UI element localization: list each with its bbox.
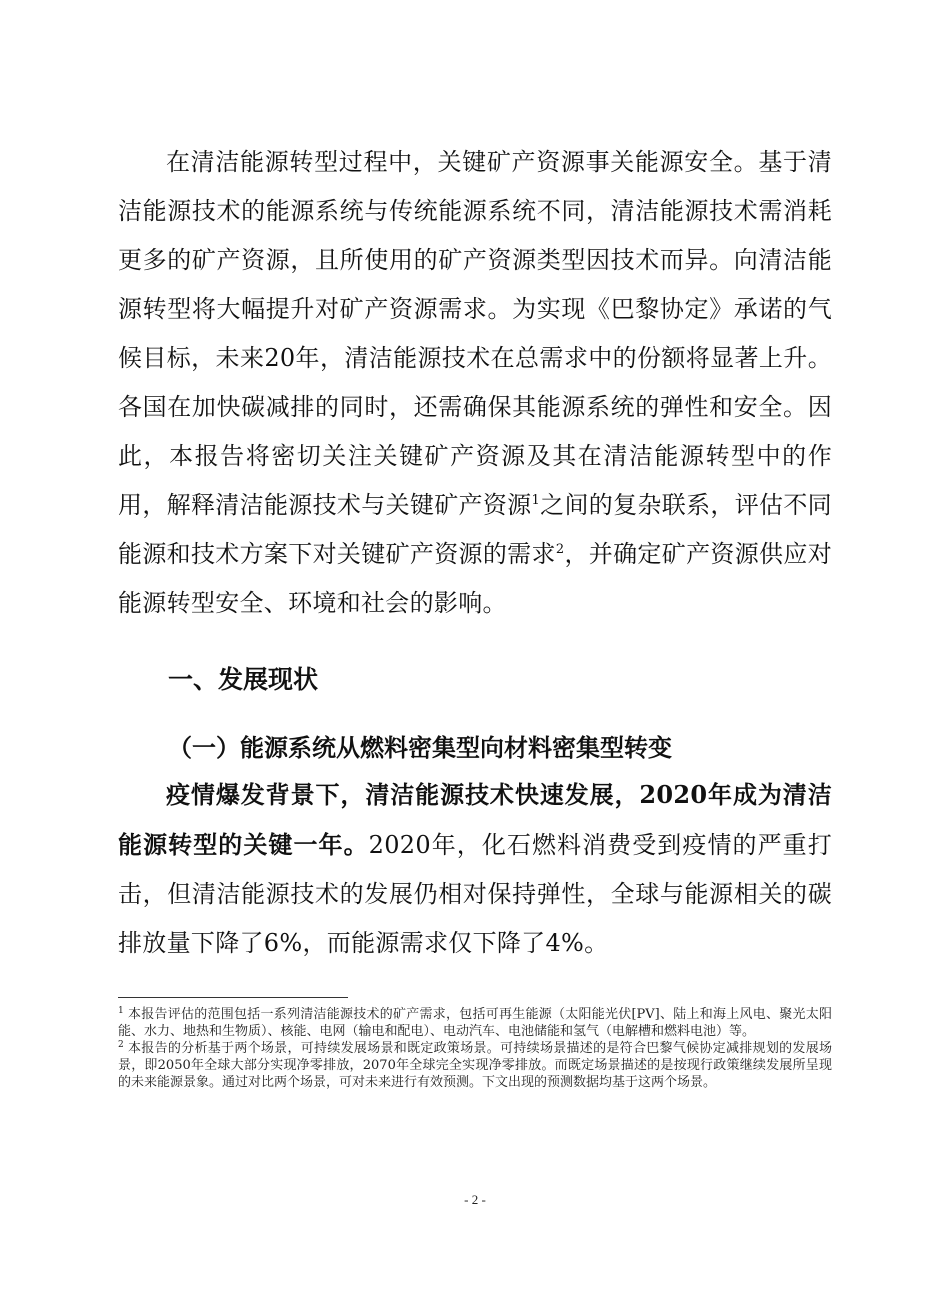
development-paragraph bbox=[118, 770, 832, 968]
footnote-2 bbox=[118, 1040, 832, 1091]
development-text: 2020年，化石燃料消费受到疫情的严重打击，但清洁能源技术的发展仍相对保持弹性，全球与能源相关的碳排放量下降了6%，而能源需求仅下降了4%。 bbox=[118, 831, 833, 957]
footnote-divider bbox=[118, 997, 348, 998]
page-number: - 2 - bbox=[464, 1192, 486, 1207]
development-lead-sentence: 疫情爆发背景下，清洁能源技术快速发展，2020年成为清洁能源转型的关键一年。 bbox=[118, 780, 832, 859]
intro-text-part3: ，并确定矿产资源供应对能源转型安全、环境和社会的影响。 bbox=[118, 540, 832, 617]
footnote-1-mark: 1 bbox=[118, 1005, 124, 1016]
footnote-ref-1[interactable]: 1 bbox=[531, 493, 541, 508]
footnote-2-text: 本报告的分析基于两个场景，可持续发展场景和既定政策场景。可持续场景描述的是符合巴黎气候协定减排规划的发展场景，即2050年全球大部分实现净零排放，2070年全球完全实现净零排放。而既定场景描述的是按现行政策继续发展所呈现的未来能源景象。通过对比两个场景，可对未来进行有效预测。下文出现的预测数据均基于这两个场景。 bbox=[118, 1041, 832, 1090]
intro-paragraph bbox=[118, 138, 832, 628]
footnotes-section bbox=[118, 1006, 832, 1091]
intro-text-part1: 在清洁能源转型过程中，关键矿产资源事关能源安全。基于清洁能源技术的能源系统与传统能源系统不同，清洁能源技术需消耗更多的矿产资源，且所使用的矿产资源类型因技术而异。向清洁能源转型将大幅提升对矿产资源需求。为实现《巴黎协定》承诺的气候目标，未来20年，清洁能源技术在总需求中的份额将显著上升。各国在加快碳减排的同时，还需确保其能源系统的弹性和安全。因此，本报告将密切关注关键矿产资源及其在清洁能源转型中的作用，解释清洁能源技术与关键矿产资源 bbox=[118, 148, 832, 519]
footnote-ref-2[interactable]: 2 bbox=[555, 542, 565, 557]
intro-text-part2: 之间的复杂联系，评估不同能源和技术方案下对关键矿产资源的需求 bbox=[118, 491, 832, 568]
subsection-heading: （一）能源系统从燃料密集型向材料密集型转变 bbox=[168, 734, 672, 762]
section-heading: 一、发展现状 bbox=[168, 665, 319, 694]
footnote-1 bbox=[118, 1006, 832, 1040]
footnote-1-text: 本报告评估的范围包括一系列清洁能源技术的矿产需求，包括可再生能源（太阳能光伏[PV]、陆上和海上风电、聚光太阳能、水力、地热和生物质）、核能、电网（输电和配电）、电动汽车、电池储能和氢气（电解槽和燃料电池）等。 bbox=[118, 1007, 832, 1039]
footnote-2-mark: 2 bbox=[118, 1039, 124, 1050]
